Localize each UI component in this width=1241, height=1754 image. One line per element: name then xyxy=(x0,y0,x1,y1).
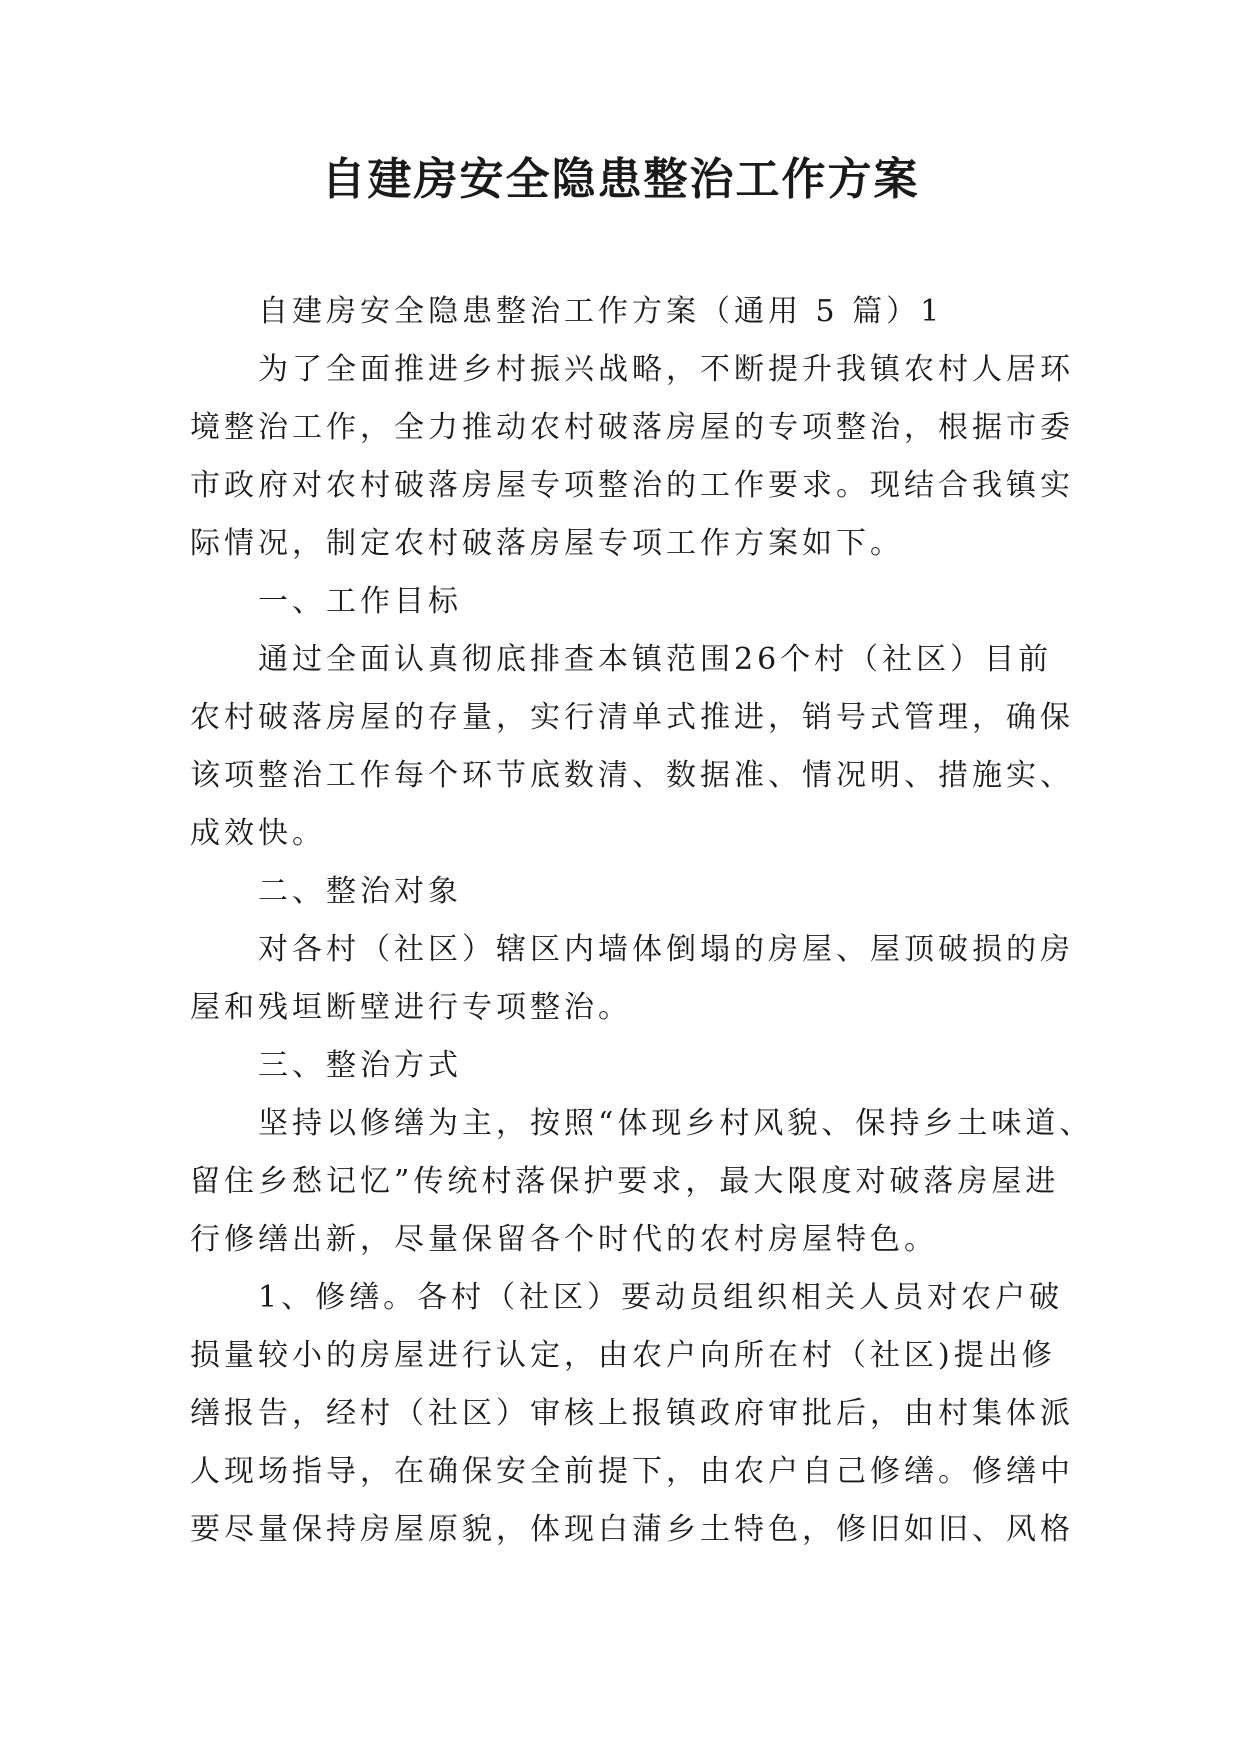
text-line: 行修缮出新，尽量保留各个时代的农村房屋特色。 xyxy=(190,1222,938,1257)
text-line: 损量较小的房屋进行认定，由农户向所在村（社区)提出修 xyxy=(190,1338,1056,1373)
text-line: 为了全面推进乡村振兴战略，不断提升我镇农村人居环 xyxy=(258,352,1074,387)
text-line: 1、修缮。各村（社区）要动员组织相关人员对农户破 xyxy=(258,1280,1064,1315)
text-line: 该项整治工作每个环节底数清、数据准、情况明、措施实、 xyxy=(190,758,1074,793)
text-line: 屋和残垣断壁进行专项整治。 xyxy=(190,990,632,1025)
text-line: 一、工作目标 xyxy=(258,584,462,619)
text-line: 农村破落房屋的存量，实行清单式推进，销号式管理，确保 xyxy=(190,700,1074,735)
text-line: 人现场指导，在确保安全前提下，由农户自己修缮。修缮中 xyxy=(190,1454,1074,1489)
text-line: 三、整治方式 xyxy=(258,1048,462,1083)
text-line: 要尽量保持房屋原貌，体现白蒲乡土特色，修旧如旧、风格 xyxy=(190,1512,1074,1547)
document-title: 自建房安全隐患整治工作方案 xyxy=(321,154,920,205)
text-line: 境整治工作，全力推动农村破落房屋的专项整治，根据市委 xyxy=(190,410,1074,445)
text-line: 自建房安全隐患整治工作方案（通用 5 篇）1 xyxy=(258,294,944,329)
text-line: 坚持以修缮为主，按照“体现乡村风貌、保持乡土味道、 xyxy=(258,1106,1094,1141)
text-line: 缮报告，经村（社区）审核上报镇政府审批后，由村集体派 xyxy=(190,1396,1074,1431)
text-line: 成效快。 xyxy=(190,816,326,851)
text-line: 通过全面认真彻底排查本镇范围26个村（社区）目前 xyxy=(258,642,1053,677)
document-body xyxy=(190,283,1094,1559)
text-line: 留住乡愁记忆”传统村落保护要求，最大限度对破落房屋进 xyxy=(190,1164,1060,1199)
text-line: 际情况，制定农村破落房屋专项工作方案如下。 xyxy=(190,526,904,561)
text-line: 二、整治对象 xyxy=(258,874,462,909)
text-line: 对各村（社区）辖区内墙体倒塌的房屋、屋顶破损的房 xyxy=(258,932,1074,967)
text-line: 市政府对农村破落房屋专项整治的工作要求。现结合我镇实 xyxy=(190,468,1074,503)
